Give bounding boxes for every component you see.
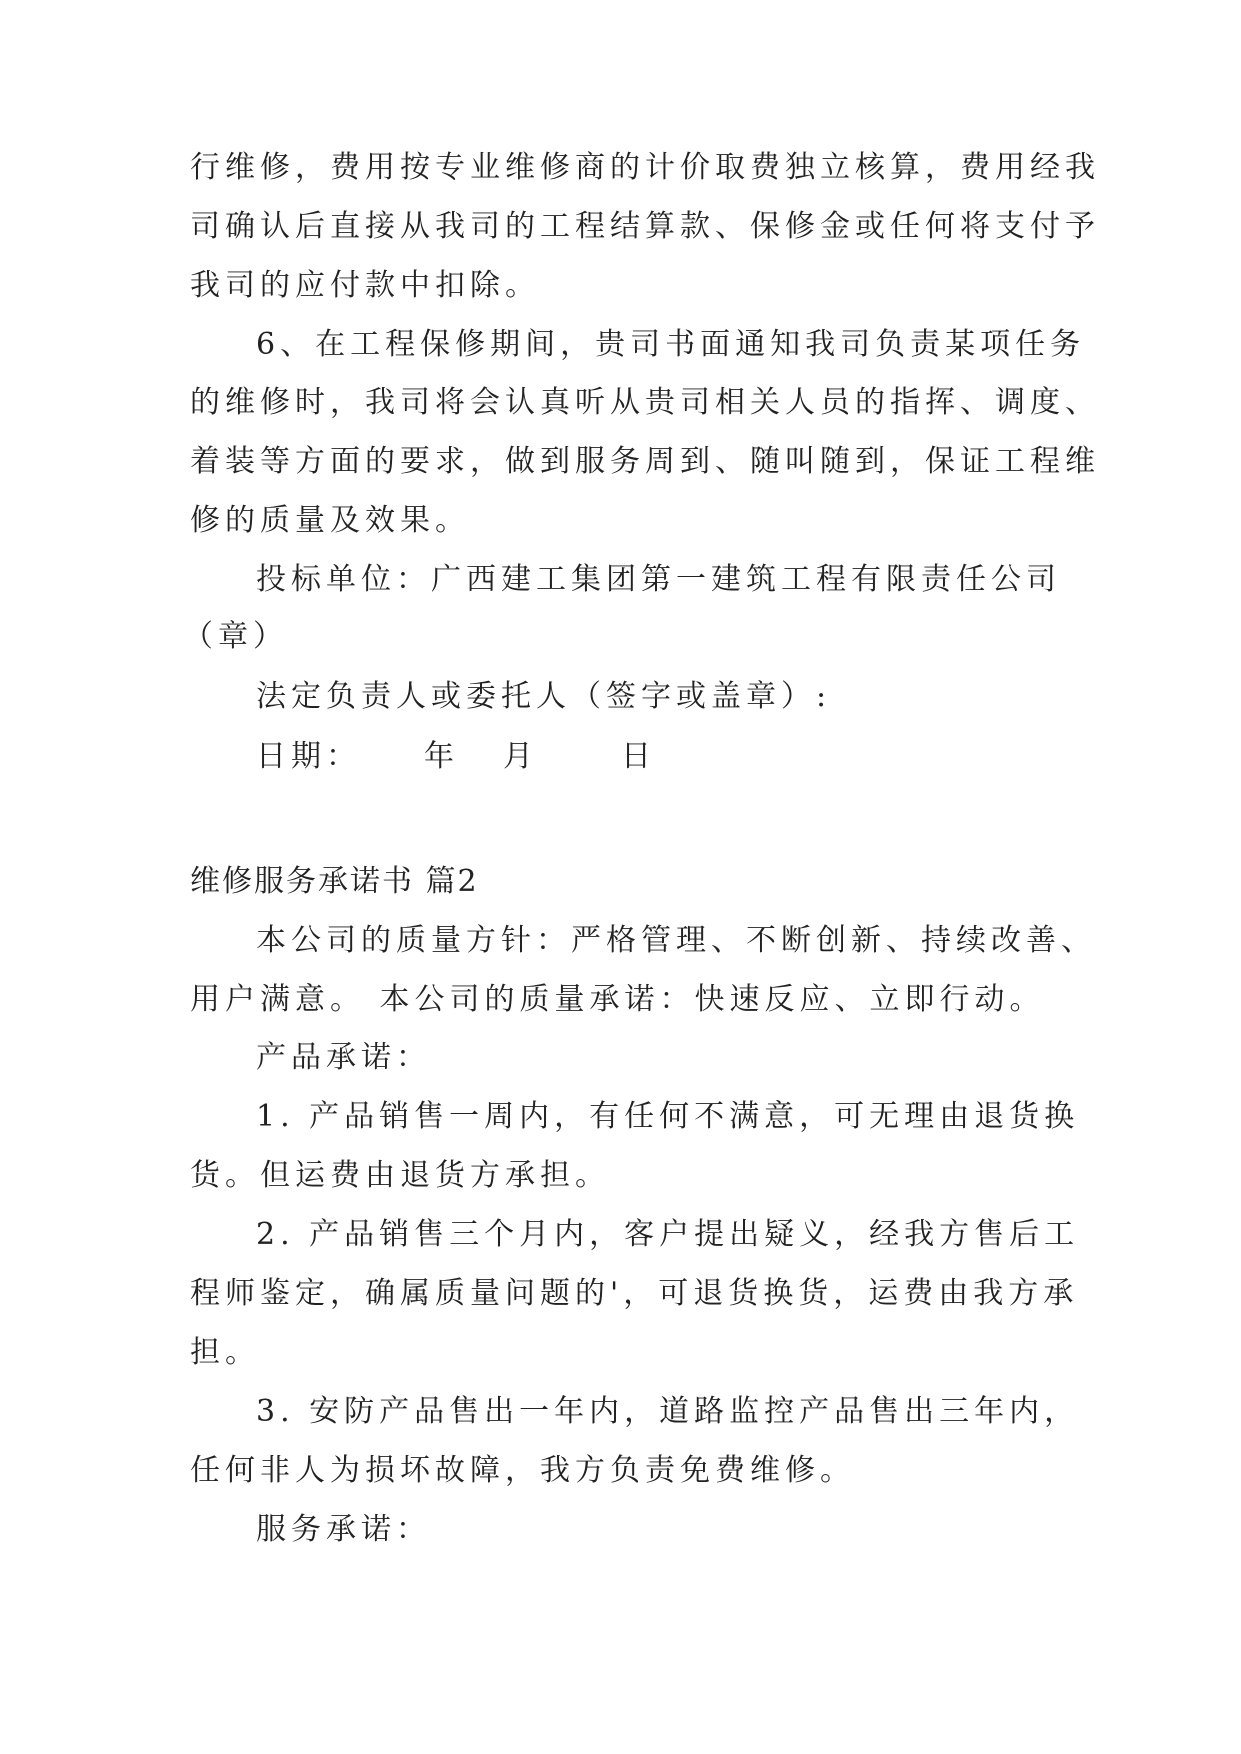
paragraph-line: 的维修时，我司将会认真听从贵司相关人员的指挥、调度、 <box>190 385 1100 420</box>
list-item-line: 任何非人为损坏故障，我方负责免费维修。 <box>190 1453 855 1488</box>
paragraph-line: 修的质量及效果。 <box>190 503 470 538</box>
seal-note: （章） <box>183 619 288 654</box>
paragraph-line: 行维修，费用按专业维修商的计价取费独立核算，费用经我 <box>190 150 1100 185</box>
section-title: 维修服务承诺书 篇2 <box>190 864 479 899</box>
service-heading: 服务承诺： <box>256 1512 431 1547</box>
list-item-line: 程师鉴定，确属质量问题的'，可退货换货，运费由我方承 <box>190 1276 1079 1311</box>
paragraph-line: 本公司的质量方针：严格管理、不断创新、持续改善、 <box>256 923 1096 958</box>
date-label: 日期： <box>256 739 361 774</box>
bidder-line: 投标单位：广西建工集团第一建筑工程有限责任公司 <box>256 562 1061 597</box>
list-item-line: 2. 产品销售三个月内，客户提出疑义，经我方售后工 <box>256 1217 1080 1252</box>
paragraph-line: 着装等方面的要求，做到服务周到、随叫随到，保证工程维 <box>190 444 1100 479</box>
date-day: 日 <box>621 739 656 774</box>
product-heading: 产品承诺： <box>256 1040 431 1075</box>
paragraph-line: 6、在工程保修期间，贵司书面通知我司负责某项任务 <box>256 327 1086 362</box>
date-year: 年 <box>424 739 459 774</box>
paragraph-line: 我司的应付款中扣除。 <box>190 268 540 303</box>
paragraph-line: 司确认后直接从我司的工程结算款、保修金或任何将支付予 <box>190 209 1100 244</box>
date-month: 月 <box>503 739 538 774</box>
list-item-line: 3. 安防产品售出一年内，道路监控产品售出三年内， <box>256 1394 1080 1429</box>
list-item-line: 担。 <box>190 1335 260 1370</box>
list-item-line: 货。但运费由退货方承担。 <box>190 1158 610 1193</box>
paragraph-line: 用户满意。 本公司的质量承诺：快速反应、立即行动。 <box>190 982 1045 1017</box>
legal-rep-line: 法定负责人或委托人（签字或盖章）: <box>256 679 832 714</box>
list-item-line: 1. 产品销售一周内，有任何不满意，可无理由退货换 <box>256 1099 1080 1134</box>
